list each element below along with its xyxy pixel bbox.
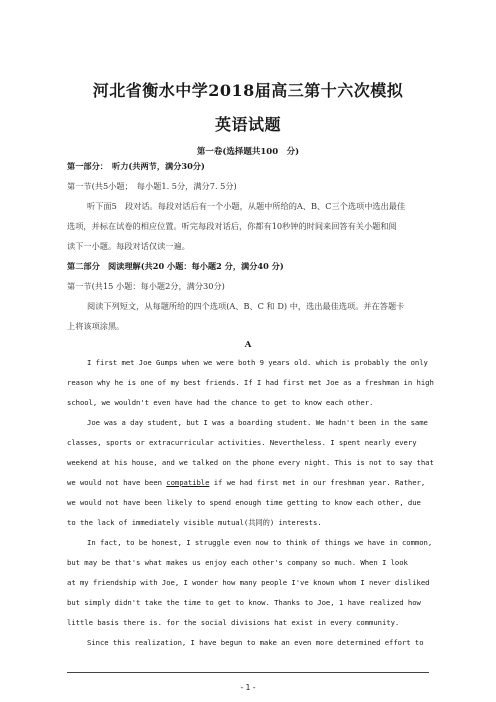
document-title: 河北省衡水中学2018届高三第十六次模拟 [92,81,404,100]
page-number: - 1 - [240,683,256,692]
part1-instruction-3: 读下一小题。每段对话仅读一遍。 [67,241,190,251]
passage-label: A [244,340,252,350]
document-subtitle: 英语试题 [214,115,281,134]
part2-instruction-2: 上将该项涂黑。 [67,321,125,331]
volume-heading: 第一卷(选择题共100 分) [196,147,300,157]
passage-line: but simply didn't take the time to get to know. Thanks to Joe, 1 have realized how [67,598,421,607]
passage-line: little basis there is. for the social divisions hat exist in every community. [67,618,400,627]
passage-line: weekend at his house, and we talked on the phone every night. This is not to say that [67,458,434,467]
underlined-word-compatible: compatible [166,478,210,487]
passage-line-segment: we would not have been [67,478,167,487]
passage-line: we would not have been likely to spend enough time getting to know each other, due [67,498,421,507]
passage-line: but may be that's what makes us enjoy each other's company so much. When I look [67,558,408,567]
part1-instruction-2: 选项，并标在试卷的相应位置。听完每段对话后，你都有10秒钟的时间来回答有关小题和阅 [67,221,397,231]
passage-line [67,478,425,487]
passage-line-segment: if we had first met in our freshman year. Rather, [209,478,426,487]
passage-line: to the lack of immediately visible mutual(共同的) interests. [67,518,322,527]
passage-line: In fact, to be honest, I struggle even now to think of things we have in common, [87,538,433,547]
passage-line: Joe was a day student, but I was a boarding student. We hadn't been in the same [87,418,428,427]
passage-line: school, we wouldn't even have had the chance to get to know each other. [67,398,374,407]
part1-heading: 第一部分： 听力(共两节，满分30分) [67,161,205,171]
part1-instruction-1: 听下面5 段对话。每段对话后有一个小题，从题中所给的A、B、C三个选项中选出最佳 [87,201,406,211]
passage-line: Since this realization, I have begun to make an even more determined effort to [87,638,424,647]
passage-line: classes, sports or extracurricular activities. Nevertheless. I spent nearly every [67,438,417,447]
passage-line: at my friendship with Joe, I wonder how many people I've known whom I never disliked [67,578,430,587]
part2-heading: 第二部分 阅读理解(共20 小题：每小题2 分，满分40 分) [67,261,284,271]
part2-instruction-1: 阅读下列短文，从每题所给的四个选项(A、B、C 和 D) 中，选出最佳选项。并在答题卡 [87,301,405,311]
footer-divider [67,672,429,673]
passage-line: I first met Joe Gumps when we were both 9 years old. which is probably the only [87,358,428,367]
passage-line: reason why he is one of my best friends. If I had first met Joe as a freshman in high [67,378,434,387]
part1-section-line: 第一节(共5小题； 每小题1. 5分，满分7. 5分) [67,181,237,191]
part2-section-line: 第一节(共15 小题：每小题2分，满分30分) [67,281,225,291]
